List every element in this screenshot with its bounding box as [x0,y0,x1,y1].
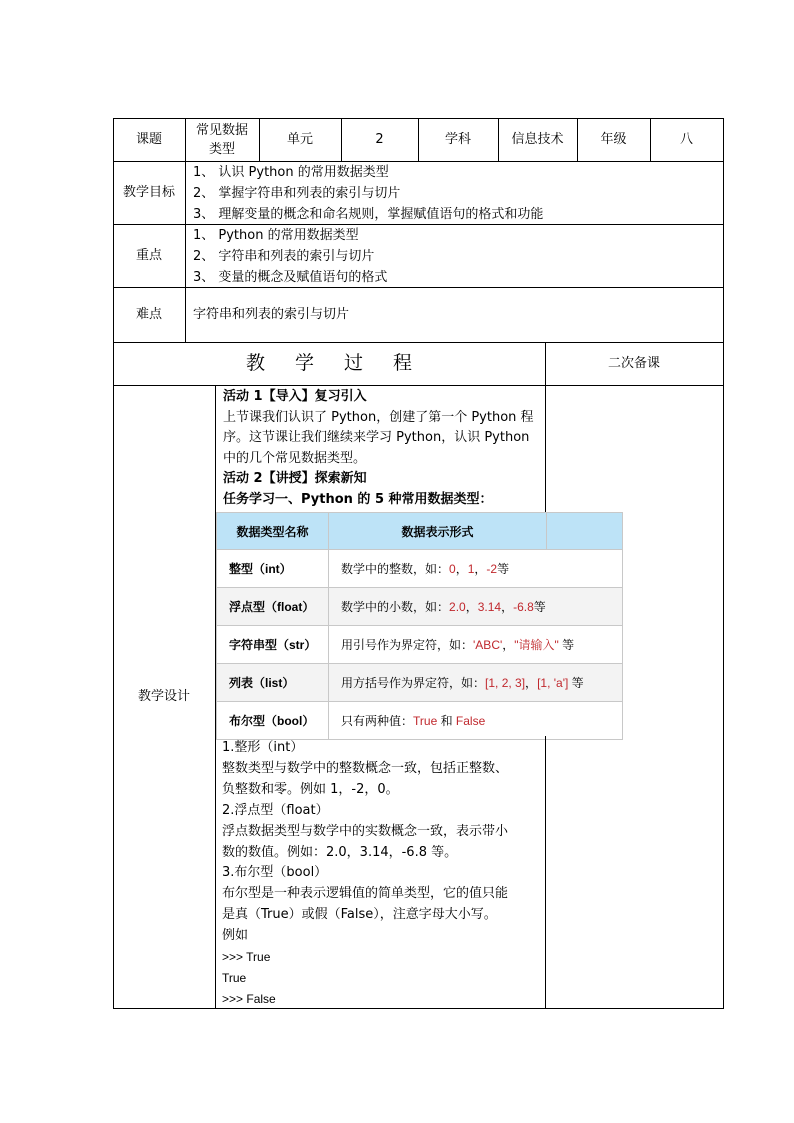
activity1-line: 序。这节课让我们继续来学习 Python，认识 Python [223,430,530,445]
note-line: 2.浮点型（float） [222,802,329,818]
code-line: >>> True [222,950,271,965]
example-value: 'ABC' [473,638,503,652]
example-value: [1, 2, 3] [485,676,526,690]
table-row [217,550,623,588]
objective-item: 3、 理解变量的概念和命名规则，掌握赋值语句的格式和功能 [193,207,544,222]
example-value: 0 [449,562,456,576]
type-form-prefix: 用引号作为界定符，如： [341,638,474,652]
header-empty [547,513,623,550]
example-value: 3.14 [477,600,502,614]
table-row [217,588,623,626]
objective-item: 2、 掌握字符串和列表的索引与切片 [193,186,401,201]
border-line [113,1008,724,1009]
example-value: -6.8 [513,600,534,614]
topic-label: 课题 [135,132,162,147]
type-form [329,664,623,702]
topic-value-line1: 常见数据 [195,122,248,138]
table-header-row [217,513,623,550]
key-points-list [185,224,723,287]
objectives-label: 教学目标 [122,185,175,200]
note-line: 负整数和零。例如 1，-2，0。 [222,781,399,797]
note-line: 1.整形（int） [222,740,304,755]
design-activities [223,387,541,510]
table-row [217,626,623,664]
activity1-title: 活动 1【导入】复习引入 [223,389,367,404]
type-form [329,588,623,626]
type-form [329,626,623,664]
unit-label: 单元 [286,132,313,147]
note-line: 3.布尔型（bool） [222,865,328,881]
type-name: 整型（int） [217,550,329,588]
example-separator: 等 [568,676,584,690]
code-line: >>> False [222,991,276,1006]
type-form-examples [413,714,485,728]
topic-value-line2: 类型 [208,141,235,157]
grade-label: 年级 [600,132,627,147]
topic-value [185,118,259,161]
type-form-prefix: 数学中的整数，如： [341,562,450,576]
process-title: 教 学 过 程 [245,352,425,374]
type-form-examples [449,600,546,614]
type-form-examples [485,676,584,690]
example-value: True [413,714,438,728]
note-line: 布尔型是一种表示逻辑值的简单类型，它的值只能 [222,886,509,902]
note-line: 整数类型与数学中的整数概念一致，包括正整数、 [222,760,509,776]
type-name: 布尔型（bool） [217,702,329,740]
border-line [341,118,342,161]
border-line [113,118,114,1009]
border-line [545,342,546,512]
example-separator: 等 [497,562,510,576]
type-form-examples [473,638,574,652]
type-form [329,550,623,588]
example-separator: ， [525,676,538,690]
border-line [113,224,724,225]
border-line [650,118,651,161]
type-name: 列表（list） [217,664,329,702]
code-line: True [222,970,247,985]
example-separator: ， [501,600,514,614]
border-line [215,385,216,1009]
border-line [113,287,724,288]
example-separator: ， [455,562,468,576]
activity1-line: 上节课我们认识了 Python，创建了第一个 Python 程 [223,409,534,425]
grade-value: 八 [679,132,693,147]
table-row [217,702,623,740]
example-value: "请输入" [514,638,559,652]
key-point-item: 2、 字符串和列表的索引与切片 [193,249,375,264]
task1-title: 任务学习一、Python 的 5 种常用数据类型： [223,491,493,507]
subject-value: 信息技术 [511,132,564,147]
objective-item: 1、 认识 Python 的常用数据类型 [193,165,389,180]
type-form-examples [449,562,509,576]
design-notes [222,738,542,1010]
activity1-line: 中的几个常见数据类型。 [223,450,367,466]
header-type-form: 数据表示形式 [329,513,547,550]
example-value: [1, 'a'] [537,676,569,690]
note-line: 例如 [222,928,249,944]
difficulty-text: 字符串和列表的索引与切片 [193,307,350,322]
activity2-title: 活动 2【讲授】探索新知 [223,471,367,486]
key-point-item: 3、 变量的概念及赋值语句的格式 [193,270,388,285]
type-form-prefix: 用方括号作为界定符，如： [341,676,486,690]
type-name: 字符串型（str） [217,626,329,664]
table-row [217,664,623,702]
type-form-prefix: 数学中的小数，如： [341,600,450,614]
type-form-prefix: 只有两种值： [341,714,414,728]
unit-value: 2 [375,132,384,147]
example-value: 1 [467,562,475,576]
key-points-label: 重点 [135,248,162,263]
example-separator: 和 [437,714,456,728]
example-value: False [455,714,486,728]
note-line: 数的数值。例如：2.0，3.14，-6.8 等。 [222,844,458,860]
border-line [498,118,499,161]
border-line [577,118,578,161]
example-separator: 等 [533,600,546,614]
example-separator: ， [465,600,478,614]
border-line [113,342,724,343]
subject-label: 学科 [444,132,471,147]
border-line [545,736,546,1009]
header-type-name: 数据类型名称 [217,513,329,550]
example-separator: ， [474,562,487,576]
border-line [259,118,260,161]
key-point-item: 1、 Python 的常用数据类型 [193,228,359,243]
data-types-table [216,512,623,740]
type-form [329,702,623,740]
border-line [418,118,419,161]
note-line: 浮点数据类型与数学中的实数概念一致，表示带小 [222,823,509,839]
border-line [723,118,724,1009]
border-line [113,385,724,386]
example-separator: 等 [558,638,575,652]
design-label: 教学设计 [137,689,190,704]
border-line [113,161,724,162]
example-value: -2 [486,562,498,576]
secondary-prep-label: 二次备课 [607,356,660,371]
difficulty-label: 难点 [135,307,162,322]
example-value: 2.0 [449,600,466,614]
note-line: 是真（True）或假（False），注意字母大小写。 [222,907,497,923]
example-separator: ， [502,638,515,652]
type-name: 浮点型（float） [217,588,329,626]
border-line [185,118,186,342]
objectives-list [185,161,723,224]
